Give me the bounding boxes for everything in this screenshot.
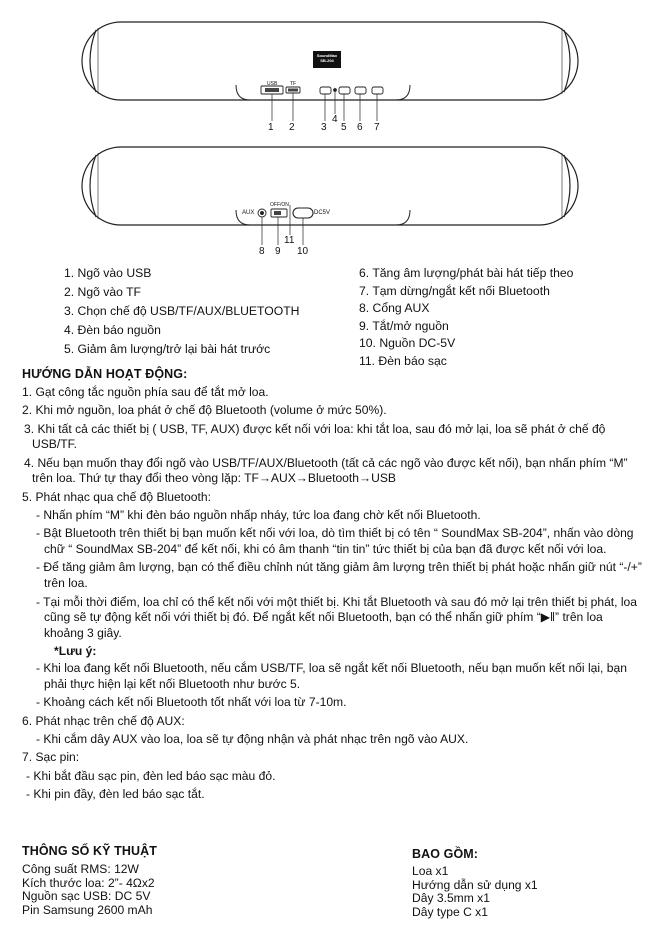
step-6-a: - Khi cắm dây AUX vào loa, loa sẽ tự động nhận và phát nhạc trên ngõ vào AUX. <box>36 731 469 746</box>
legend-item: 2. Ngõ vào TF <box>64 285 141 299</box>
logo-text <box>314 53 340 63</box>
callout-10: 10 <box>297 246 309 257</box>
step-5-c: - Để tăng giảm âm lượng, bạn có thể điều chỉnh nút tăng giảm âm lượng trên thiết bị phát hoặc nhấn giữ nút “-/+” trên loa. <box>36 560 642 591</box>
legend-item: 4. Đèn báo nguồn <box>64 323 161 337</box>
legend-item: 10. Nguồn DC-5V <box>359 336 456 350</box>
spec-item: Pin Samsung 2600 mAh <box>22 902 153 917</box>
legend-item: 7. Tạm dừng/ngắt kết nối Bluetooth <box>359 283 550 298</box>
speaker-diagram <box>0 0 655 260</box>
callout-5: 5 <box>341 122 347 133</box>
aux-port-label: AUX <box>242 210 255 216</box>
top-leader-lines <box>272 92 377 121</box>
specs-title: THÔNG SỐ KỸ THUẬT <box>22 844 158 858</box>
note-2: - Khoảng cách kết nối Bluetooth tốt nhất với loa từ 7-10m. <box>36 695 347 710</box>
step-5-b: - Bật Bluetooth trên thiết bị bạn muốn kết nối với loa, dò tìm thiết bị có tên “ SoundMax SB-204”, nhấn vào dòng chữ “ SoundMax SB-204” để kết nối, khi có âm thanh “tin tin” tức thiết bị của bạn đã được kết nối với loa. <box>36 526 634 557</box>
callout-9: 9 <box>275 246 281 257</box>
step-2: 2. Khi mở nguồn, loa phát ở chế độ Bluetooth (volume ở mức 50%). <box>22 403 387 418</box>
specs-list <box>22 863 155 917</box>
callout-1: 1 <box>268 122 274 133</box>
step-6: 6. Phát nhạc trên chế độ AUX: <box>22 713 185 728</box>
logo-brand: SoundMax <box>316 53 338 58</box>
callout-2: 2 <box>289 122 295 133</box>
step-4: 4. Nếu bạn muốn thay đổi ngõ vào USB/TF/AUX/Bluetooth (tất cả các ngõ vào được kết nối), bạn nhấn phím “M” trên loa. Thứ tự thay đổi theo vòng lặp: TF→AUX→Bluetooth→USB <box>24 455 628 486</box>
instructions-title: HƯỚNG DẪN HOẠT ĐỘNG: <box>22 367 188 381</box>
step-3: 3. Khi tất cả các thiết bị ( USB, TF, AUX) được kết nối với loa: khi tắt loa, sau đó mở lại, loa sẽ phát ở chế độ USB/TF. <box>24 421 606 452</box>
legend-item: 5. Giảm âm lượng/trở lại bài hát trước <box>64 342 271 356</box>
callout-8: 8 <box>259 246 265 257</box>
legend-item: 6. Tăng âm lượng/phát bài hát tiếp theo <box>359 266 574 280</box>
step-5-a: - Nhấn phím “M” khi đèn báo nguồn nhấp nháy, tức loa đang chờ kết nối Bluetooth. <box>36 508 481 523</box>
package-item: Hướng dẫn sử dụng x1 <box>412 877 538 892</box>
note-1: - Khi loa đang kết nối Bluetooth, nếu cắm USB/TF, loa sẽ ngắt kết nối Bluetooth, nếu bạn muốn kết nối lại, bạn phải thực hiện lại kết nối Bluetooth như bước 5. <box>36 661 627 692</box>
step-5: 5. Phát nhạc qua chế độ Bluetooth: <box>22 489 211 504</box>
step-7: 7. Sạc pin: <box>22 750 80 765</box>
callout-11: 11 <box>284 235 295 246</box>
step-1: 1. Gạt công tắc nguồn phía sau để tắt mở loa. <box>22 385 269 399</box>
legend-item: 8. Cổng AUX <box>359 301 430 315</box>
dc-port-label: DC5V <box>314 210 331 216</box>
spec-item: Nguồn sạc USB: DC 5V <box>22 889 151 904</box>
package-item: Dây type C x1 <box>412 904 488 919</box>
legend-item: 9. Tắt/mở nguồn <box>359 318 449 333</box>
speaker-illustration <box>0 0 655 260</box>
step-7-a: - Khi bắt đầu sạc pin, đèn led báo sạc màu đỏ. <box>26 768 276 783</box>
legend-item: 1. Ngõ vào USB <box>64 266 152 280</box>
legend-left <box>64 265 299 360</box>
back-ports <box>258 208 313 218</box>
switch-label: OFF/ON <box>270 202 289 208</box>
callout-7: 7 <box>374 122 380 133</box>
spec-item: Kích thước loa: 2”- 4Ωx2 <box>22 875 155 890</box>
step-7-b: - Khi pin đầy, đèn led báo sạc tắt. <box>26 786 205 801</box>
package-item: Dây 3.5mm x1 <box>412 891 490 906</box>
package-list <box>412 865 538 919</box>
note-title: *Lưu ý: <box>54 644 97 659</box>
legend-item: 3. Chọn chế độ USB/TF/AUX/BLUETOOTH <box>64 304 300 318</box>
instructions-body <box>22 385 642 805</box>
callout-6: 6 <box>357 122 363 133</box>
callout-3: 3 <box>321 122 327 133</box>
package-item: Loa x1 <box>412 864 449 878</box>
package-title: BAO GỒM: <box>412 847 479 861</box>
legend-right <box>359 265 573 370</box>
legend-item: 11. Đèn báo sạc <box>359 353 447 368</box>
logo-model: SB-204 <box>320 58 334 63</box>
tf-port-label: TF <box>290 81 297 87</box>
front-ports <box>261 86 383 94</box>
usb-port-label: USB <box>267 81 278 87</box>
step-5-d: - Tại mỗi thời điểm, loa chỉ có thể kết nối với một thiết bị. Khi tắt Bluetooth và sau đó mở lại trên thiết bị phát, loa cũng sẽ tự động kết nối với thiết bị đó. Để ngắt kết nối Bluetooth, bạn có thể nhấn giữ phím “▶︎‖” trên loa khoảng 3 giây. <box>36 594 638 641</box>
callout-4: 4 <box>332 114 338 125</box>
spec-item: Công suất RMS: 12W <box>22 862 139 876</box>
